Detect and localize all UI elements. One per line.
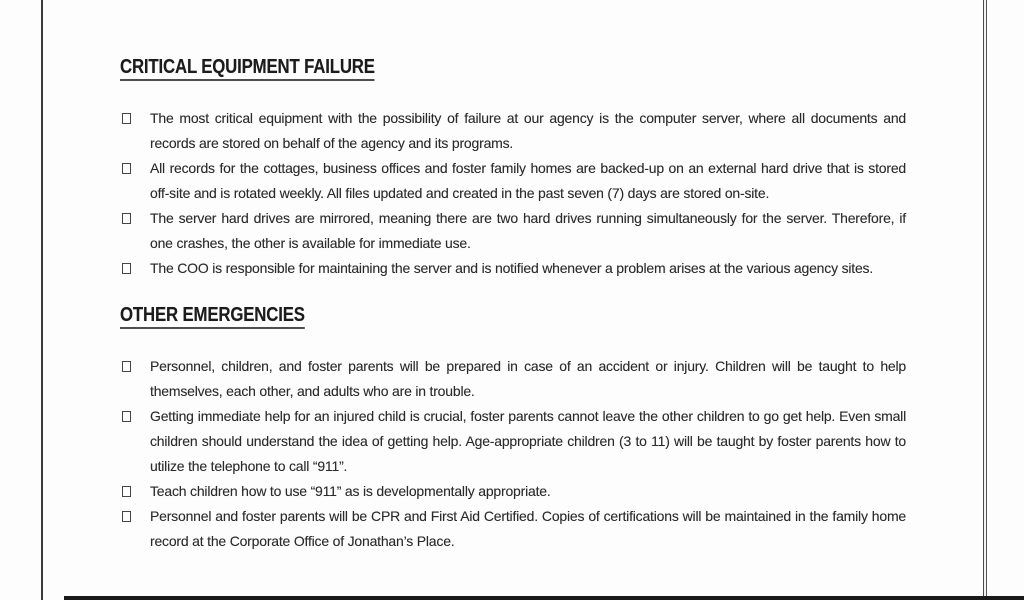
bullet-text: Personnel and foster parents will be CPR and First Aid Certified. Copies of certifications will be maintained in the family home record at the Corporate Office of Jonathan’s Place. xyxy=(150,508,906,549)
list-item xyxy=(120,354,906,404)
list-item xyxy=(120,504,906,554)
checkbox-bullet-icon xyxy=(122,113,131,124)
left-border-line xyxy=(41,0,43,600)
checkbox-bullet-icon xyxy=(122,263,131,274)
bullet-text: Personnel, children, and foster parents will be prepared in case of an accident or injury. Children will be taught to help themselves, each other, and adults who are in trouble. xyxy=(150,358,906,399)
list-item xyxy=(120,206,906,256)
checkbox-bullet-icon xyxy=(122,486,131,497)
section-heading-other-emergencies: OTHER EMERGENCIES xyxy=(120,305,305,329)
bottom-border-line xyxy=(64,596,1024,600)
list-item xyxy=(120,256,906,281)
checkbox-bullet-icon xyxy=(122,511,131,522)
checkbox-bullet-icon xyxy=(122,361,131,372)
checkbox-bullet-icon xyxy=(122,411,131,422)
section-heading-critical-equipment-failure: CRITICAL EQUIPMENT FAILURE xyxy=(120,57,375,81)
list-item xyxy=(120,479,906,504)
checkbox-bullet-icon xyxy=(122,213,131,224)
document-content xyxy=(120,57,906,554)
bullet-text: Teach children how to use “911” as is developmentally appropriate. xyxy=(150,483,551,499)
list-item xyxy=(120,404,906,479)
list-item xyxy=(120,156,906,206)
bullet-text: All records for the cottages, business offices and foster family homes are backed-up on an external hard drive that is stored off-site and is rotated weekly. All files updated and created in the past seven (7) days are stored on-site. xyxy=(150,160,906,201)
bullet-text: The COO is responsible for maintaining the server and is notified whenever a problem arises at the various agency sites. xyxy=(150,260,874,276)
bullet-list-other-emergencies xyxy=(120,354,906,554)
list-item xyxy=(120,106,906,156)
bullet-list-critical-equipment xyxy=(120,106,906,281)
bullet-text: Getting immediate help for an injured child is crucial, foster parents cannot leave the other children to go get help. Even small children should understand the idea of getting help. Age-appropriate children (3 to 11) will be taught by foster parents how to utilize the telephone to call “911”. xyxy=(150,408,906,474)
checkbox-bullet-icon xyxy=(122,163,131,174)
bullet-text: The server hard drives are mirrored, meaning there are two hard drives running simultaneously for the server. Therefore, if one crashes, the other is available for immediate use. xyxy=(150,210,906,251)
right-border-line xyxy=(983,0,987,600)
bullet-text: The most critical equipment with the possibility of failure at our agency is the computer server, where all documents and records are stored on behalf of the agency and its programs. xyxy=(150,110,906,151)
